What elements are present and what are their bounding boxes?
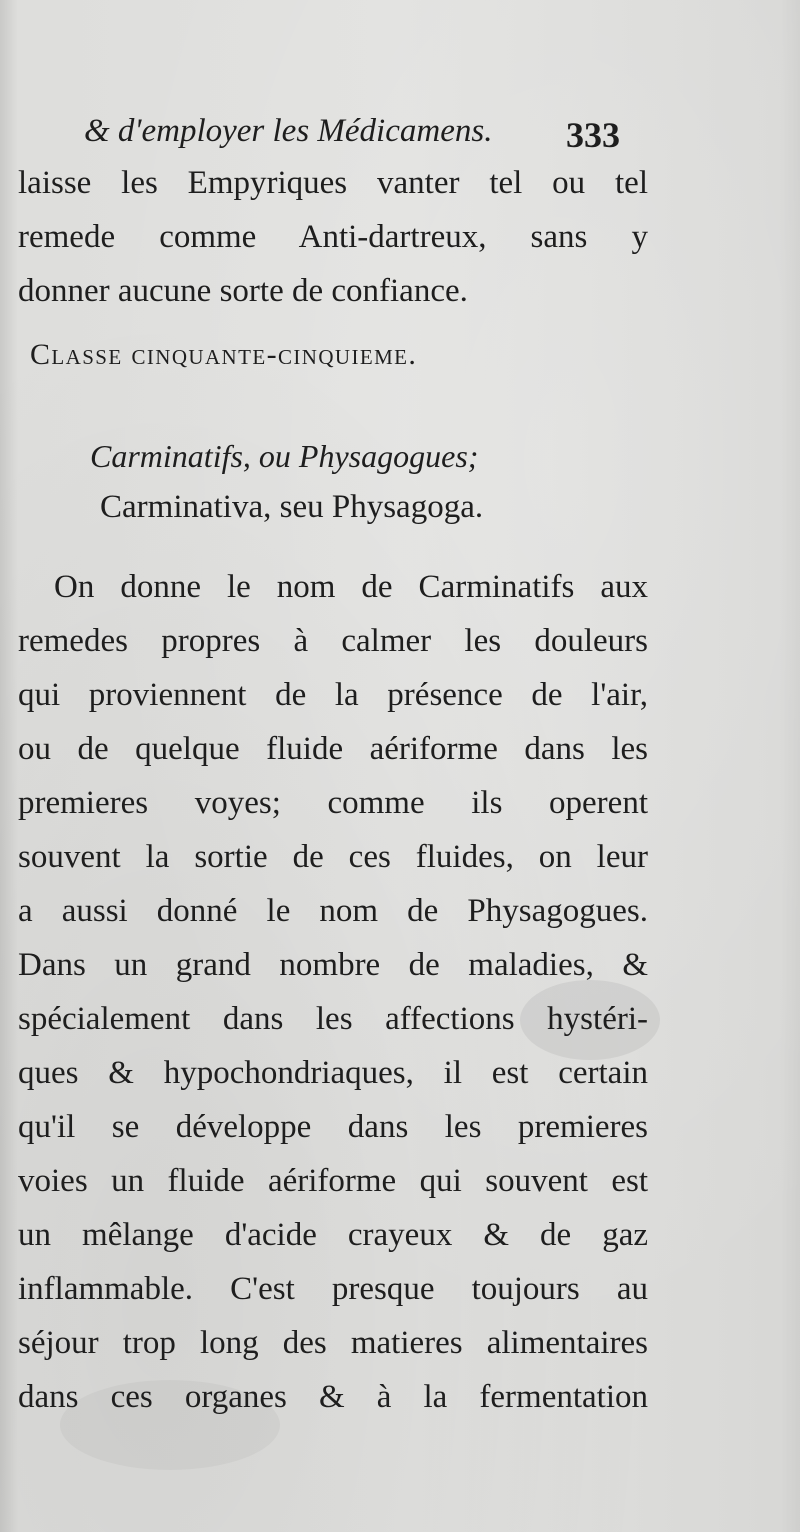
text-line: On donne le nom de Carminatifs aux [54,569,648,605]
text-line: voies un fluide aériforme qui souvent est [18,1163,648,1199]
text-line: remedes propres à calmer les douleurs [18,623,648,659]
text-line: qu'il se développe dans les premieres [18,1109,648,1145]
text-line: inflammable. C'est presque toujours au [18,1271,648,1307]
text-line: Dans un grand nombre de maladies, & [18,947,648,983]
running-title: & d'employer les Médicamens. [84,113,493,149]
text-line: qui proviennent de la présence de l'air, [18,677,648,713]
intro-paragraph [18,156,648,318]
running-head [84,108,604,154]
text-line: souvent la sortie de ces fluides, on leur [18,839,648,875]
text-line: séjour trop long des matieres alimentaires [18,1325,648,1361]
text-line: laisse les Empyriques vanter tel ou tel [18,165,648,201]
text-line: dans ces organes & à la fermentation [18,1379,648,1415]
main-paragraph [18,560,648,1424]
text-line: un mêlange d'acide crayeux & de gaz [18,1217,648,1253]
text-line: premieres voyes; comme ils operent [18,785,648,821]
text-line: spécialement dans les affections hystéri- [18,1001,648,1037]
text-line: a aussi donné le nom de Physagogues. [18,893,648,929]
page-number: 333 [566,115,620,155]
text-line: remede comme Anti-dartreux, sans y [18,219,648,255]
text-line: ou de quelque fluide aériforme dans les [18,731,648,767]
text-line: ques & hypochondriaques, il est certain [18,1055,648,1091]
chapter-subtitle-french: Carminatifs, ou Physagogues; [90,438,479,474]
chapter-heading: Classe cinquante-cinquieme. [30,338,418,371]
text-line: donner aucune sorte de confiance. [18,273,468,309]
chapter-subtitle-latin: Carminativa, seu Physagoga. [100,489,484,525]
